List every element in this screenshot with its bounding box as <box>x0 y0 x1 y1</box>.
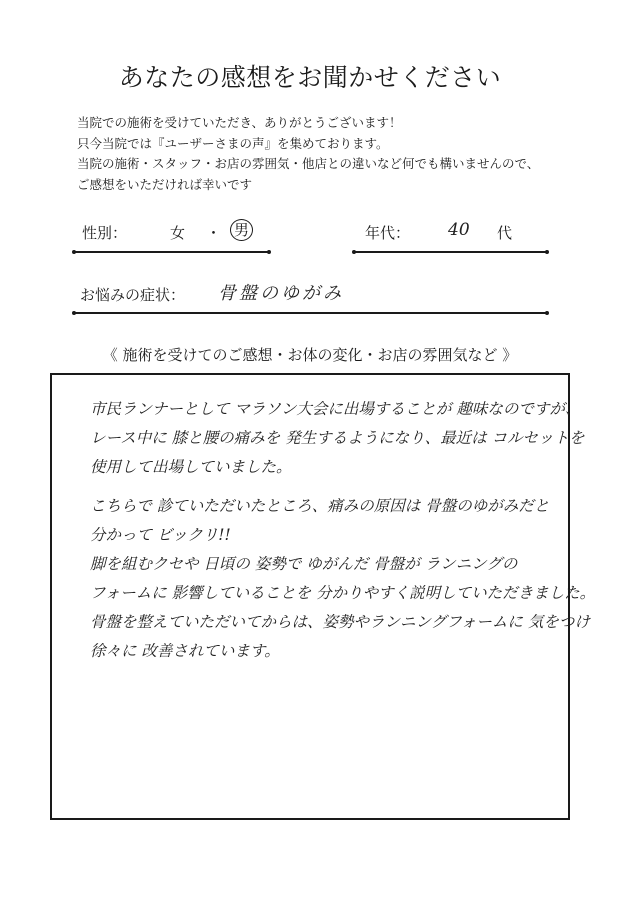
symptom-label: お悩みの症状： <box>80 286 186 304</box>
comment-section-heading: 《 施術を受けてのご感想・お体の変化・お店の雰囲気など 》 <box>102 346 518 364</box>
age-suffix: 代 <box>497 224 513 242</box>
gender-label: 性別： <box>82 224 128 242</box>
intro-line: ご感想をいただければ幸いです <box>77 176 253 192</box>
comment-text <box>90 395 596 666</box>
symptom-underline <box>73 312 548 314</box>
age-underline <box>353 251 548 253</box>
intro-line: 当院での施術を受けていただき、ありがとうございます！ <box>77 115 402 130</box>
comment-line: レース中に 膝と腰の痛みを 発生するようになり、最近は コルセットを <box>90 429 585 447</box>
intro-line: 当院の施術・スタッフ・お店の雰囲気・他店との違いなど何でも構いませんので、 <box>77 156 540 171</box>
paragraph-gap <box>90 482 570 492</box>
comment-line: 使用して出場していました。 <box>90 458 292 476</box>
gender-option-male-selected[interactable] <box>230 219 253 241</box>
selection-circle: 男 <box>230 219 253 241</box>
comment-line: フォームに 影響していることを 分かりやすく説明していただきました。 <box>90 584 596 602</box>
comment-line: 市民ランナーとして マラソン大会に出場することが 趣味なのですが、 <box>90 400 581 418</box>
intro-line: 只今当院では『ユーザーさまの声』を集めております。 <box>77 135 389 151</box>
comment-line: 脚を組むクセや 日頃の 姿勢で ゆがんだ 骨盤が ランニングの <box>90 555 518 573</box>
form-title: あなたの感想をお聞かせください <box>118 63 502 92</box>
gender-option-female[interactable]: 女 <box>170 224 186 242</box>
gender-underline <box>73 251 270 253</box>
comment-line: 骨盤を整えていただいてからは、姿勢やランニングフォームに 気をつけ <box>90 613 590 631</box>
comment-line: こちらで 診ていただいたところ、痛みの原因は 骨盤のゆがみだと <box>90 497 550 515</box>
symptom-value[interactable]: 骨盤のゆがみ <box>218 283 344 304</box>
gender-separator: ・ <box>206 224 222 242</box>
comment-line: 分かって ビックリ!! <box>90 526 231 544</box>
comment-line: 徐々に 改善されています。 <box>90 642 280 660</box>
intro-text <box>77 113 539 195</box>
age-label: 年代： <box>365 224 411 242</box>
age-value[interactable]: 40 <box>448 220 470 240</box>
